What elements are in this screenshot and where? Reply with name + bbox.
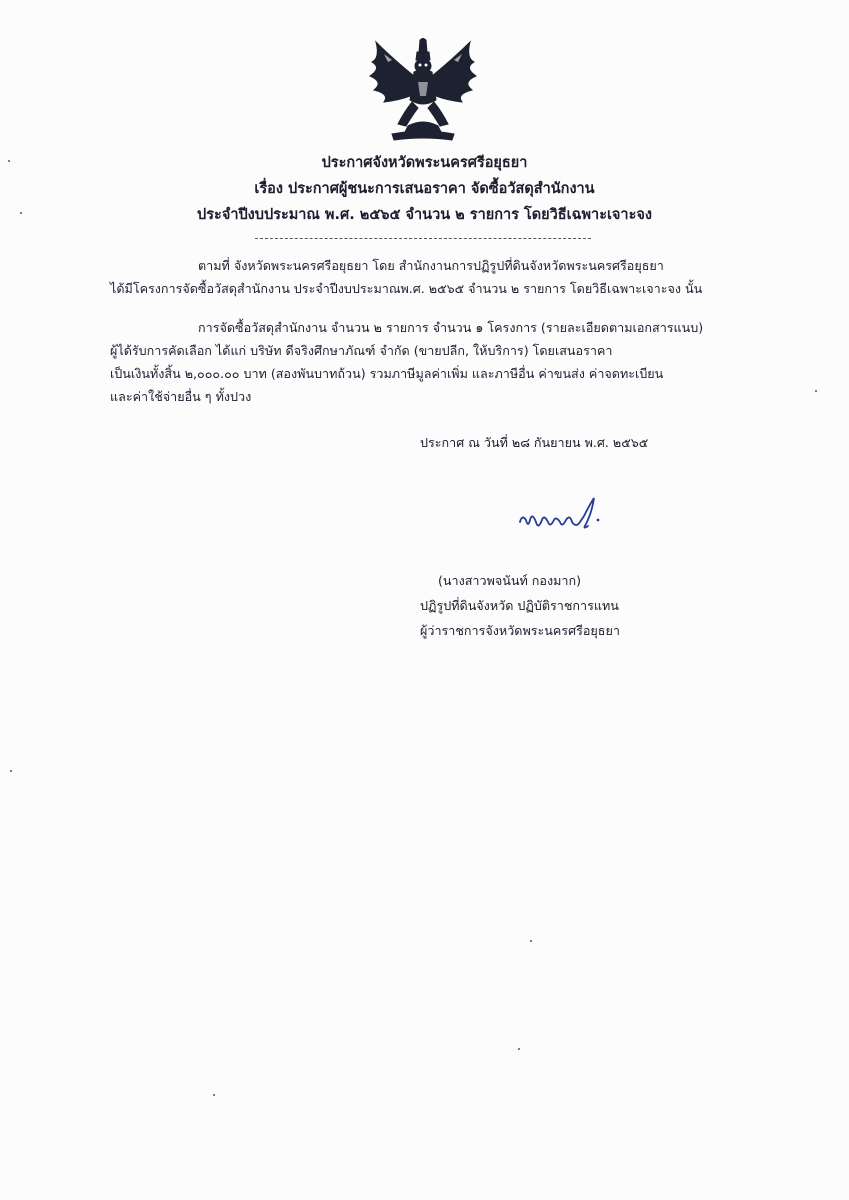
signer-name: (นางสาวพจนันท์ กองมาก) (438, 573, 582, 588)
paragraph-intro-line-2: ได้มีโครงการจัดซื้อวัสดุสำนักงาน ประจำปีงบประมาณพ.ศ. ๒๕๖๕ จำนวน ๒ รายการ โดยวิธีเฉพาะเจาะจง นั้น (110, 281, 703, 296)
scan-speck (815, 390, 817, 392)
signer-title-1: ปฏิรูปที่ดินจังหวัด ปฏิบัติราชการแทน (420, 598, 619, 613)
scan-speck (213, 1094, 215, 1096)
document-header (0, 150, 849, 228)
scan-speck (518, 1048, 520, 1050)
paragraph-result-line-3: เป็นเงินทั้งสิ้น ๒,๐๐๐.๐๐ บาท (สองพันบาทถ้วน) รวมภาษีมูลค่าเพิ่ม และภาษีอื่น ค่าขนส่ง ค่าจดทะเบียน (110, 366, 664, 381)
paragraph-result (110, 316, 753, 408)
header-title: ประกาศจังหวัดพระนครศรีอยุธยา (321, 155, 528, 171)
signer-block (420, 568, 620, 643)
header-divider (255, 238, 591, 239)
announcement-date: ประกาศ ณ วันที่ ๒๘ กันยายน พ.ศ. ๒๕๖๕ (420, 435, 649, 450)
paragraph-intro-line-1: ตามที่ จังหวัดพระนครศรีอยุธยา โดย สำนักงานการปฏิรูปที่ดินจังหวัดพระนครศรีอยุธยา (198, 258, 664, 273)
paragraph-intro (110, 254, 753, 300)
handwritten-signature (516, 494, 606, 540)
signer-title-2: ผู้ว่าราชการจังหวัดพระนครศรีอยุธยา (420, 623, 620, 638)
garuda-emblem-icon (362, 38, 484, 144)
header-fiscal-year: ประจำปีงบประมาณ พ.ศ. ๒๕๖๕ จำนวน ๒ รายการ โดยวิธีเฉพาะเจาะจง (197, 207, 652, 223)
scan-speck (10, 770, 12, 772)
scan-speck (20, 212, 22, 214)
scan-speck (8, 160, 10, 162)
paragraph-result-line-2: ผู้ได้รับการคัดเลือก ได้แก่ บริษัท ดีจริงศึกษาภัณฑ์ จำกัด (ขายปลีก, ให้บริการ) โดยเสนอราคา (110, 343, 613, 358)
paragraph-result-line-1: การจัดซื้อวัสดุสำนักงาน จำนวน ๒ รายการ จำนวน ๑ โครงการ (รายละเอียดตามเอกสารแนบ) (198, 320, 704, 335)
scan-speck (530, 940, 532, 942)
paragraph-result-line-4: และค่าใช้จ่ายอื่น ๆ ทั้งปวง (110, 389, 252, 404)
header-subject: เรื่อง ประกาศผู้ชนะการเสนอราคา จัดซื้อวัสดุสำนักงาน (254, 181, 595, 197)
